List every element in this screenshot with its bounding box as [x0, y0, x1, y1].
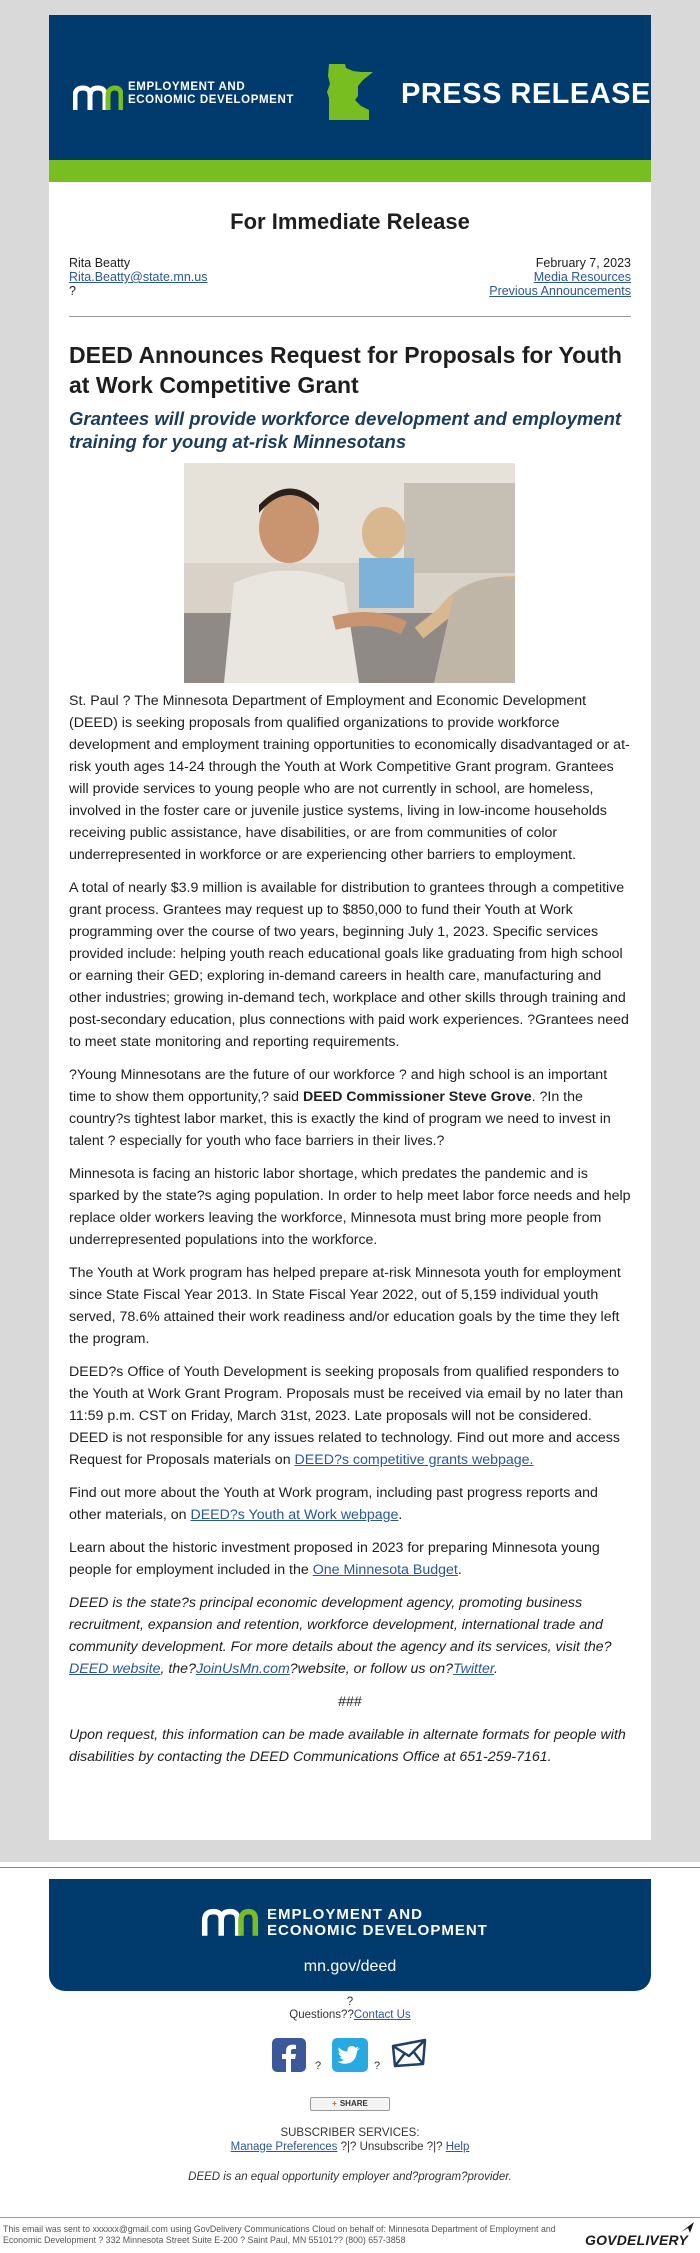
header-banner	[49, 15, 651, 160]
social-separator: ?	[315, 2060, 322, 2072]
release-heading: For Immediate Release	[230, 209, 470, 234]
paragraph-intro: St. Paul ? The Minnesota Department of Employment and Economic Development (DEED) is seeking proposals from qualified organizations to provide workforce development and employment training opportunities to economically disadvantaged or at-risk youth ages 14-24 through the Youth at Work Competitive Grant program. Grantees will provide services to young people who are not currently in school, are homeless, involved in the foster care or juvenile justice systems, living in low-income households receiving public assistance, have disabilities, or are from communities of color underrepresented in workforce or are experiencing other barriers to employment.	[69, 693, 630, 863]
release-date: February 7, 2023	[535, 256, 631, 270]
accessibility-notice: Upon request, this information can be made available in alternate formats for people with disabilities by contacting the DEED Communications Office at 651-259-7161.	[69, 1727, 626, 1765]
email-icon[interactable]	[390, 2036, 428, 2072]
paragraph-funding: A total of nearly $3.9 million is available for distribution to grantees through a competitive grant process. Grantees may request up to $850,000 to fund their Youth at Work programming over the course of two years, beginning July 1, 2023. Specific services provided include: helping youth reach educational goals like graduating from high school or earning their GED; exploring in-demand careers in health care, manufacturing and other industries; growing in-demand tech, workplace and other skills through training and post-secondary education, plus connections with paid work experiences. ?Grantees need to meet state monitoring and reporting requirements.	[69, 880, 629, 1050]
twitter-icon[interactable]	[332, 2038, 368, 2072]
contact-block	[69, 256, 207, 298]
footer-url: mn.gov/deed	[303, 1958, 397, 1975]
press-release-title: PRESS RELEASE	[401, 78, 651, 110]
social-separator-2: ?	[374, 2060, 381, 2072]
competitive-grants-link[interactable]: DEED?s competitive grants webpage.	[294, 1452, 534, 1468]
release-meta	[489, 256, 631, 298]
contact-email-link[interactable]: Rita.Beatty@state.mn.us	[69, 270, 208, 284]
youth-at-work-link[interactable]: DEED?s Youth at Work webpage	[190, 1507, 399, 1523]
article-photo	[184, 463, 515, 683]
deed-website-link[interactable]: DEED website	[69, 1661, 161, 1677]
help-link[interactable]: Help	[445, 2141, 470, 2153]
equal-opportunity-notice: DEED is an equal opportunity employer and?program?provider.	[188, 2171, 512, 2183]
contact-us-link[interactable]: Contact Us	[353, 2009, 411, 2021]
mn-logo-icon	[73, 82, 123, 112]
paragraph-youth-at-work: Find out more about the Youth at Work program, including past progress reports and other materials, on DEED?s Youth at Work webpage.	[69, 1485, 598, 1523]
paragraph-about-deed: DEED is the state?s principal economic development agency, promoting business recruitment, expansion and retention, workforce development, international trade and community development. For more details about the agency and its services, visit the?DEED website, the?JoinUsMn.com?website, or follow us on?Twitter.	[69, 1595, 612, 1677]
header-logo-text: EMPLOYMENT AND ECONOMIC DEVELOPMENT	[128, 81, 294, 106]
one-minnesota-budget-link[interactable]: One Minnesota Budget	[312, 1562, 458, 1578]
commissioner-name: DEED Commissioner Steve Grove	[302, 1089, 532, 1105]
article-subheadline: Grantees will provide workforce development and employment training for young at-risk Minnesotans	[69, 408, 622, 452]
govdelivery-swoosh-icon	[680, 2220, 696, 2234]
sent-notice: This email was sent to xxxxxx@gmail.com using GovDelivery Communications Cloud on behalf of: Minnesota Department of Employment and Economic Development ? 332 Minnesota Street Suite E-200 ? Saint Paul, MN 55101?? (800) 657-3858	[3, 2224, 556, 2245]
social-links	[270, 2036, 430, 2076]
article-body	[69, 690, 631, 1779]
footer-mn-logo-icon	[199, 1905, 261, 1938]
footer-divider	[0, 1867, 700, 1868]
paragraph-quote: ?Young Minnesotans are the future of our workforce ? and high school is an important time to show them opportunity,? said DEED Commissioner Steve Grove. ?In the country?s tightest labor market, this is exactly the kind of program we need to invest in talent ? especially for youth who face barriers in their lives.?	[69, 1067, 611, 1149]
paragraph-program-history: The Youth at Work program has helped prepare at-risk Minnesota youth for employment since State Fiscal Year 2013. In State Fiscal Year 2022, out of 5,159 individual youth served, 78.6% attained their work readiness and/or education goals by the time they left the program.	[69, 1265, 621, 1347]
previous-announcements-link[interactable]: Previous Announcements	[489, 284, 631, 298]
share-button[interactable]: + SHARE	[310, 2097, 390, 2111]
footer-banner	[49, 1879, 651, 1991]
manage-preferences-link[interactable]: Manage Preferences	[230, 2141, 338, 2153]
minnesota-state-icon	[325, 62, 377, 122]
subscriber-links: Manage Preferences ?|? Unsubscribe ?|? Help	[230, 2141, 470, 2153]
paragraph-labor-shortage: Minnesota is facing an historic labor shortage, which predates the pandemic and is sparked by the state?s aging population. In order to help meet labor force needs and help replace older workers leaving the workforce, Minnesota must bring more people from underrepresented populations into the workforce.	[69, 1166, 631, 1248]
bottom-divider	[0, 2217, 700, 2218]
footer-logo-text: EMPLOYMENT AND ECONOMIC DEVELOPMENT	[267, 1906, 488, 1939]
email-card	[49, 15, 651, 1840]
facebook-icon[interactable]	[272, 2038, 306, 2072]
article-headline: DEED Announces Request for Proposals for Youth at Work Competitive Grant	[69, 342, 622, 398]
joinusmn-link[interactable]: JoinUsMn.com	[195, 1661, 290, 1677]
contact-name: Rita Beatty	[69, 256, 131, 270]
divider	[69, 316, 631, 317]
subscriber-services-label: SUBSCRIBER SERVICES:	[280, 2127, 420, 2139]
contact-extra: ?	[69, 284, 76, 298]
end-mark: ###	[338, 1694, 362, 1710]
govdelivery-logo: GOVDELIVERY	[585, 2232, 689, 2248]
footer-question-mark: ?	[346, 1996, 354, 2008]
twitter-link[interactable]: Twitter	[453, 1661, 495, 1677]
share-plus-icon: +	[332, 2099, 337, 2108]
paragraph-budget: Learn about the historic investment proposed in 2023 for preparing Minnesota young people for employment included in the One Minnesota Budget.	[69, 1540, 600, 1578]
questions-line: Questions??Contact Us	[289, 2009, 411, 2021]
media-resources-link[interactable]: Media Resources	[533, 270, 631, 284]
green-accent-bar	[49, 160, 651, 182]
paragraph-proposals: DEED?s Office of Youth Development is seeking proposals from qualified responders to the Youth at Work Grant Program. Proposals must be received via email by no later than 11:59 p.m. CST on Friday, March 31st, 2023. Late proposals will not be considered. DEED is not responsible for any issues related to technology. Find out more and access Request for Proposals materials on DEED?s competitive grants webpage.	[69, 1364, 624, 1468]
